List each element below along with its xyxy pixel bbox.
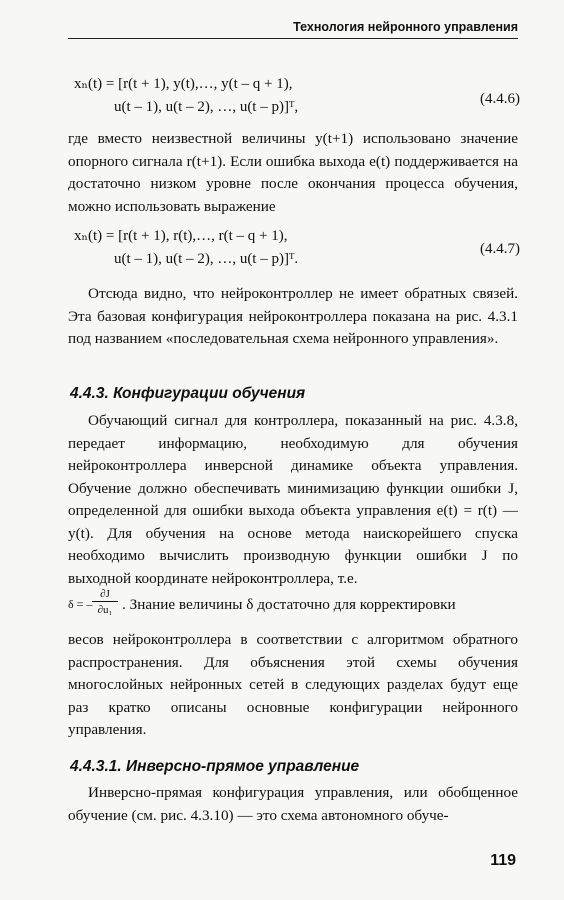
equation-4-4-6 [70,74,520,120]
paragraph: весов нейроконтроллера в соответствии с алгоритмом обратного распространения. Для объяснения этой схемы обучения многослойных нейронных сетей в следующих разделах будут еще раз кратко описаны основные конфигурации нейронного управления. [68,631,518,738]
paragraph: Отсюда видно, что нейроконтроллер не имеет обратных связей. Эта базовая конфигурация нейроконтроллера показана на рис. 4.3.1 под названием «последовательная схема нейронного управления». [68,285,518,347]
delta-formula-line [68,587,518,627]
subsection-heading: 4.4.3.1. Инверсно-прямое управление [70,758,360,775]
delta-formula-text: . Знание величины δ достаточно для корректировки [122,596,456,613]
running-header: Технология нейронного управления [68,20,518,39]
paragraph: где вместо неизвестной величины y(t+1) использовано значение опорного сигнала r(t+1). Если ошибка выхода e(t) поддерживается на достаточно низком уровне после окончания процесса обучения, можно использовать выражение [68,130,518,215]
partial-derivative-fraction [92,587,118,618]
fraction-denominator: ∂u₁ [97,604,113,616]
delta-lhs: δ = – [68,597,93,611]
fraction-numerator: ∂J [92,587,118,602]
page-number: 119 [490,852,516,869]
paragraph: Инверсно-прямая конфигурация управления, или обобщенное обучение (см. рис. 4.3.10) — это схема автономного обуче- [68,784,518,824]
equation-line: xₙ(t) = [r(t + 1), y(t),…, y(t – q + 1), [74,76,293,92]
section-heading: 4.4.3. Конфигурации обучения [70,385,306,402]
equation-4-4-7 [70,226,520,272]
equation-number: (4.4.7) [480,241,520,257]
equation-line: u(t – 1), u(t – 2), …, u(t – p)]ᵀ, [114,99,299,115]
equation-line: u(t – 1), u(t – 2), …, u(t – p)]ᵀ. [114,251,299,267]
equation-number: (4.4.6) [480,91,520,107]
equation-line: xₙ(t) = [r(t + 1), r(t),…, r(t – q + 1), [74,228,288,244]
paragraph: Обучающий сигнал для контроллера, показанный на рис. 4.3.8, передает информацию, необходимую для обучения нейроконтроллера инверсной динамике объекта управления. Обучение должно обеспечивать минимизацию функции ошибки J, определенной для ошибки выхода объекта управления e(t) = r(t) — y(t). Для обучения на основе метода наискорейшего спуска необходимо вычислить производную функции ошибки J по выходной координате нейроконтроллера, т.е. [68,412,518,587]
